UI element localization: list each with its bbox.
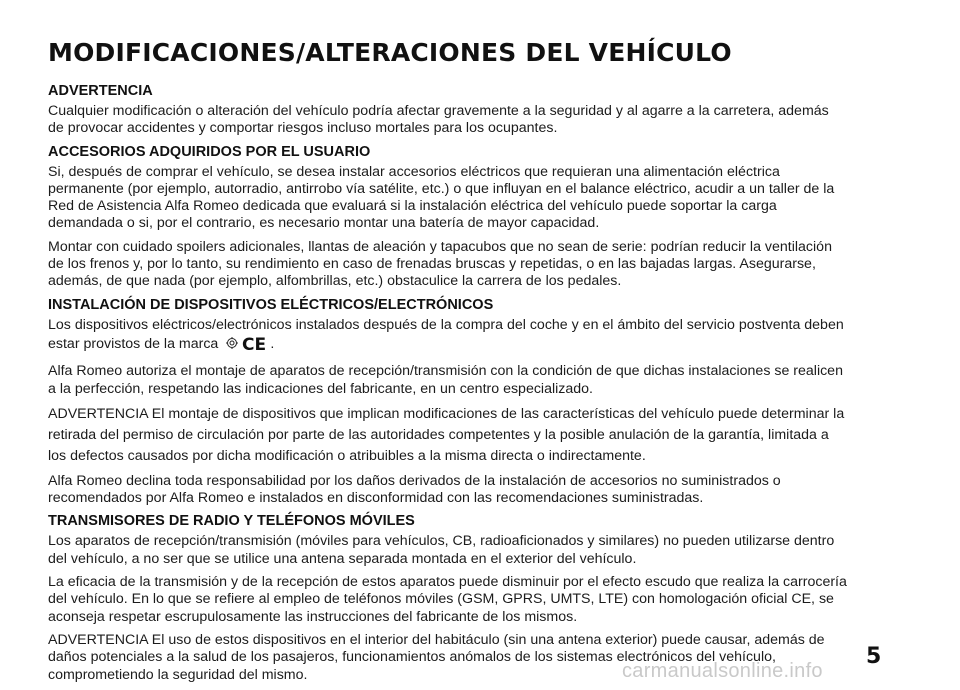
paragraph: Si, después de comprar el vehículo, se desea instalar accesorios eléctricos que requieran una alimentación eléctrica permanente (por ejemplo, autorradio, antirrobo vía satélite, etc.) o que influyan en el balance eléctrico, acudir a un taller de la Red de Asistencia Alfa Romeo dedicada que evaluará si la instalación eléctrica del vehículo puede soportar la carga demandada o si, por el contrario, es necesario montar una batería de mayor capacidad. <box>48 163 835 232</box>
paragraph <box>48 317 848 358</box>
section-instalacion <box>48 297 848 508</box>
section-accesorios <box>48 144 848 291</box>
paragraph-text: Los dispositivos eléctricos/electrónicos instalados después de la compra del coche y en el ámbito del servicio postventa deben estar provistos de la marca <box>48 316 844 352</box>
paragraph: ADVERTENCIA El montaje de dispositivos que implican modificaciones de las características del vehículo puede determinar la retirada del permiso de circulación por parte de las autoridades competentes y la posible anulación de la garantía, limitada a los defectos causados por dicha modificación o atribuibles a la misma directa o indirectamente. <box>48 405 845 464</box>
section-heading: ADVERTENCIA <box>48 83 153 99</box>
svg-text:CE: CE <box>242 334 267 352</box>
paragraph: Cualquier modificación o alteración del vehículo podría afectar gravemente a la seguridad y al agarre a la carretera, además de provocar accidentes y comportar riesgos incluso mortales para los ocupantes. <box>48 103 829 137</box>
section-transmisores <box>48 513 848 683</box>
paragraph: Alfa Romeo autoriza el montaje de aparatos de recepción/transmisión con la condición de que dichas instalaciones se realicen a la perfección, respetando las indicaciones del fabricante, en un centro especializado. <box>48 363 843 397</box>
section-heading: INSTALACIÓN DE DISPOSITIVOS ELÉCTRICOS/ELECTRÓNICOS <box>48 296 494 313</box>
paragraph: La eficacia de la transmisión y de la recepción de estos aparatos puede disminuir por el efecto escudo que realiza la carrocería del vehículo. En lo que se refiere al empleo de teléfonos móviles (GSM, GPRS, UMTS, LTE) con homologación oficial CE, se aconseja respetar escrupulosamente las instrucciones del fabricante de los mismos. <box>48 574 847 625</box>
section-advertencia <box>48 83 848 138</box>
paragraph: ADVERTENCIA El uso de estos dispositivos en el interior del habitáculo (sin una antena exterior) puede causar, además de daños potenciales a la salud de los pasajeros, funcionamientos anómalos de los sistemas electrónicos del vehículo, comprometiendo la seguridad del mismo. <box>48 631 825 683</box>
page-title: MODIFICACIONES/ALTERACIONES DEL VEHÍCULO <box>48 38 732 67</box>
watermark-text: carmanualsonline.info <box>622 660 823 682</box>
paragraph: Alfa Romeo declina toda responsabilidad por los daños derivados de la instalación de accesorios no suministrados o recomendados por Alfa Romeo e instalados en disconformidad con las recomendaciones suministradas. <box>48 472 781 507</box>
section-heading: ACCESORIOS ADQUIRIDOS POR EL USUARIO <box>48 143 371 160</box>
paragraph-end: . <box>270 335 275 352</box>
page-number: 5 <box>866 644 882 669</box>
ce-mark-icon <box>226 334 270 357</box>
page-content <box>48 38 848 690</box>
paragraph: Montar con cuidado spoilers adicionales, llantas de aleación y tapacubos que no sean de serie: podrían reducir la ventilación de los frenos y, por lo tanto, su rendimiento en caso de frenadas bruscas y repetidas, o en las bajadas largas. Asegurarse, además, de que nada (por ejemplo, alfombrillas, etc.) obstaculice la carrera de los pedales. <box>48 238 832 290</box>
paragraph: Los aparatos de recepción/transmisión (móviles para vehículos, CB, radioaficionados y similares) no pueden utilizarse dentro del vehículo, a no ser que se utilice una antena separada montada en el exterior del vehículo. <box>48 533 835 567</box>
section-heading: TRANSMISORES DE RADIO Y TELÉFONOS MÓVILES <box>48 513 415 530</box>
